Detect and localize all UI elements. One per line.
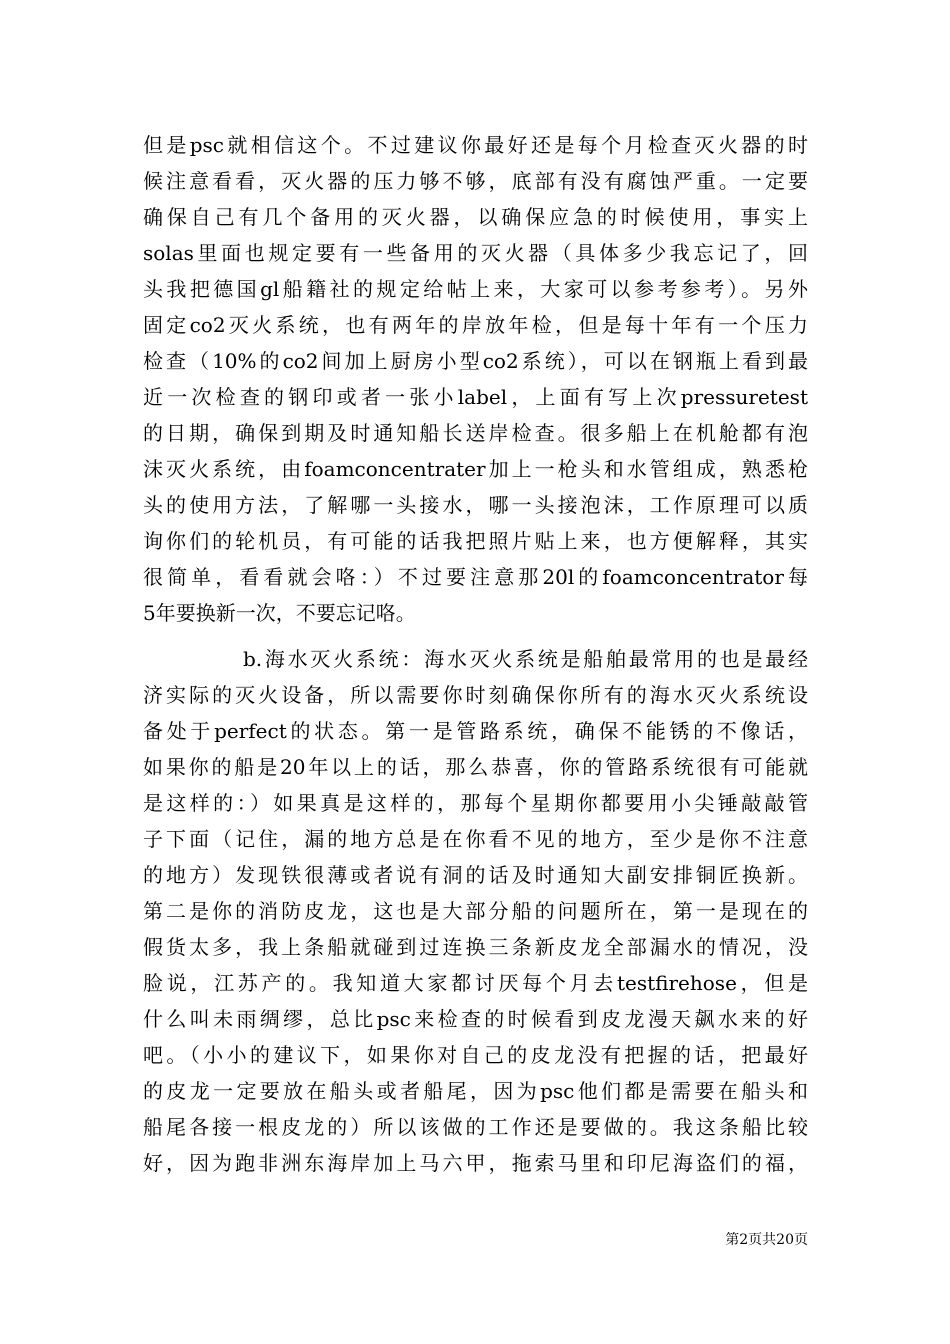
text-line: 候注意看看，灭火器的压力够不够，底部有没有腐蚀严重。一定要	[143, 169, 808, 193]
text-line: 的日期，确保到期及时通知船长送岸检查。很多船上在机舱都有泡	[143, 421, 808, 445]
text-line: 船尾各接一根皮龙的）所以该做的工作还是要做的。我这条船比较	[143, 1115, 808, 1139]
page-number: 第2页共20页	[725, 1232, 808, 1248]
text-line: 询你们的轮机员，有可能的话我把照片贴上来，也方便解释，其实	[143, 529, 808, 553]
text-line: 好，因为跑非洲东海岸加上马六甲，拖索马里和印尼海盗们的福，	[143, 1151, 808, 1175]
text-line: 但是psc就相信这个。不过建议你最好还是每个月检查灭火器的时	[143, 133, 808, 157]
text-line: 备处于perfect的状态。第一是管路系统，确保不能锈的不像话，	[143, 719, 808, 743]
text-line: 近一次检查的钢印或者一张小label，上面有写上次pressuretest	[143, 385, 808, 409]
text-line: 假货太多，我上条船就碰到过连换三条新皮龙全部漏水的情况，没	[143, 935, 808, 959]
text-line: 很简单，看看就会咯：）不过要注意那20l的foamconcentrator每	[143, 565, 808, 589]
text-line: 的地方）发现铁很薄或者说有洞的话及时通知大副安排铜匠换新。	[143, 863, 808, 887]
text-line: 子下面（记住，漏的地方总是在你看不见的地方，至少是你不注意	[143, 827, 808, 851]
text-line: 如果你的船是20年以上的话，那么恭喜，你的管路系统很有可能就	[143, 755, 808, 779]
text-line: 检查（10%的co2间加上厨房小型co2系统），可以在钢瓶上看到最	[143, 349, 808, 373]
text-line: solas里面也规定要有一些备用的灭火器（具体多少我忘记了，回	[143, 241, 808, 265]
text-line: 确保自己有几个备用的灭火器，以确保应急的时候使用，事实上	[143, 205, 808, 229]
text-line: 脸说，江苏产的。我知道大家都讨厌每个月去testfirehose，但是	[143, 971, 808, 995]
text-line: 是这样的：）如果真是这样的，那每个星期你都要用小尖锤敲敲管	[143, 791, 808, 815]
text-line: 头的使用方法，了解哪一头接水，哪一头接泡沫，工作原理可以质	[143, 493, 808, 517]
text-line: 济实际的灭火设备，所以需要你时刻确保你所有的海水灭火系统设	[143, 683, 808, 707]
text-line: 固定co2灭火系统，也有两年的岸放年检，但是每十年有一个压力	[143, 313, 808, 337]
text-line: 5年要换新一次，不要忘记咯。	[143, 601, 416, 625]
text-line: 吧。（小小的建议下，如果你对自己的皮龙没有把握的话，把最好	[143, 1043, 808, 1067]
text-line: 沫灭火系统，由foamconcentrater加上一枪头和水管组成，熟悉枪	[143, 457, 808, 481]
text-line: 的皮龙一定要放在船头或者船尾，因为psc他们都是需要在船头和	[143, 1079, 808, 1103]
text-line: b.海水灭火系统：海水灭火系统是船舶最常用的也是最经	[243, 647, 808, 671]
text-line: 什么叫未雨绸缪，总比psc来检查的时候看到皮龙漫天飙水来的好	[143, 1007, 808, 1031]
text-line: 第二是你的消防皮龙，这也是大部分船的问题所在，第一是现在的	[143, 899, 808, 923]
text-line: 头我把德国gl船籍社的规定给帖上来，大家可以参考参考）。另外	[143, 277, 808, 301]
